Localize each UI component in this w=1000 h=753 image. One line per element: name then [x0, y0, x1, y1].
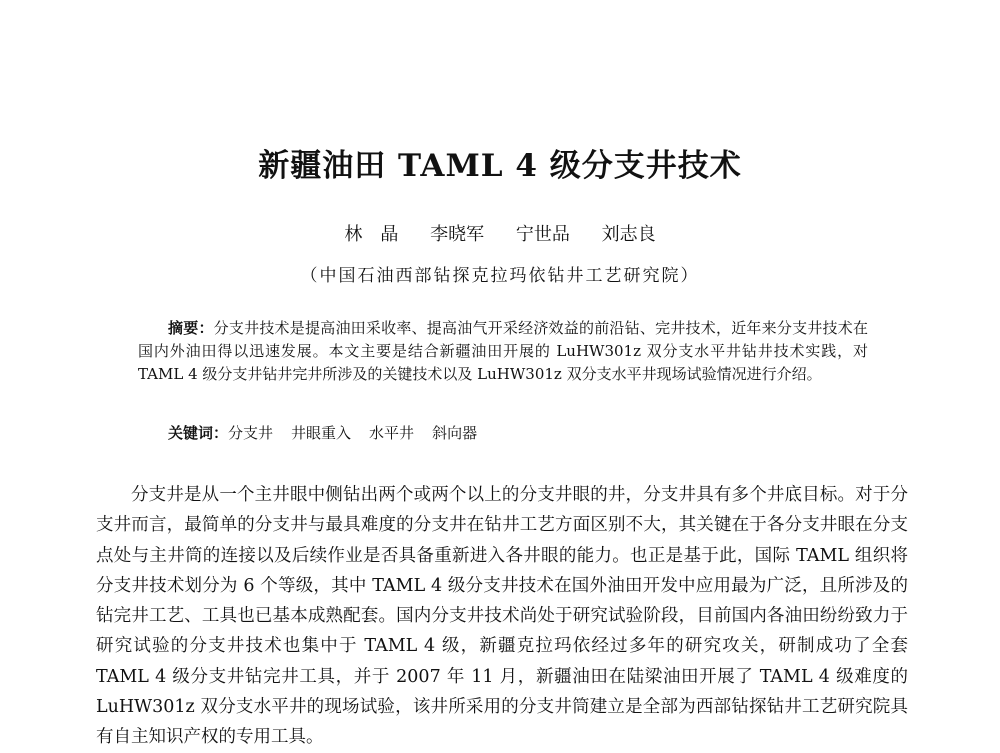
body-paragraph: 分支井是从一个主井眼中侧钻出两个或两个以上的分支井眼的井，分支井具有多个井底目标。对于分支井而言，最简单的分支井与最具难度的分支井在钻井工艺方面区别不大，其关键在于各分支井眼在分支点处与主井筒的连接以及后续作业是否具备重新进入各井眼的能力。也正是基于此，国际 TAML 组织将分支井技术划分为 6 个等级，其中 TAML 4 级分支井技术在国外油田开发中应用最为广泛，且所涉及的钻完井工艺、工具也已基本成熟配套。国内分支井技术尚处于研究试验阶段，目前国内各油田纷纷致力于研究试验的分支井技术也集中于 TAML 4 级，新疆克拉玛依经过多年的研究攻关，研制成功了全套 TAML 4 级分支井钻完井工具，并于 2007 年 11 月，新疆油田在陆梁油田开展了 TAML 4 级难度的 LuHW301z 双分支水平井的现场试验，该井所采用的分支井筒建立是全部为西部钻探钻井工艺研究院具有自主知识产权的专用工具。 — [96, 485, 908, 748]
author-name: 宁世品 — [515, 224, 570, 245]
abstract-label: 摘要： — [168, 319, 214, 337]
author-list — [0, 220, 1000, 246]
author-name: 刘志良 — [601, 224, 656, 245]
keywords — [168, 422, 868, 445]
author-affiliation: （中国石油西部钻探克拉玛依钻井工艺研究院） — [300, 266, 700, 286]
author-name: 李晓军 — [430, 224, 485, 245]
keyword: 分支井 — [228, 424, 274, 442]
author-name: 林 晶 — [344, 224, 399, 245]
keyword: 水平井 — [369, 424, 415, 442]
keywords-label: 关键词： — [168, 424, 229, 442]
abstract-text: 分支井技术是提高油田采收率、提高油气开采经济效益的前沿钻、完井技术，近年来分支井技术在国内外油田得以迅速发展。本文主要是结合新疆油田开展的 LuHW301z 双分支水平井钻井技术实践，对 TAML 4 级分支井钻井完井所涉及的关键技术以及 LuHW301z 双分支水平井现场试验情况进行介绍。 — [138, 319, 868, 383]
abstract — [138, 317, 868, 386]
keyword: 斜向器 — [432, 424, 478, 442]
paper-title: 新疆油田 TAML 4 级分支井技术 — [258, 148, 742, 184]
keyword: 井眼重入 — [291, 424, 352, 442]
